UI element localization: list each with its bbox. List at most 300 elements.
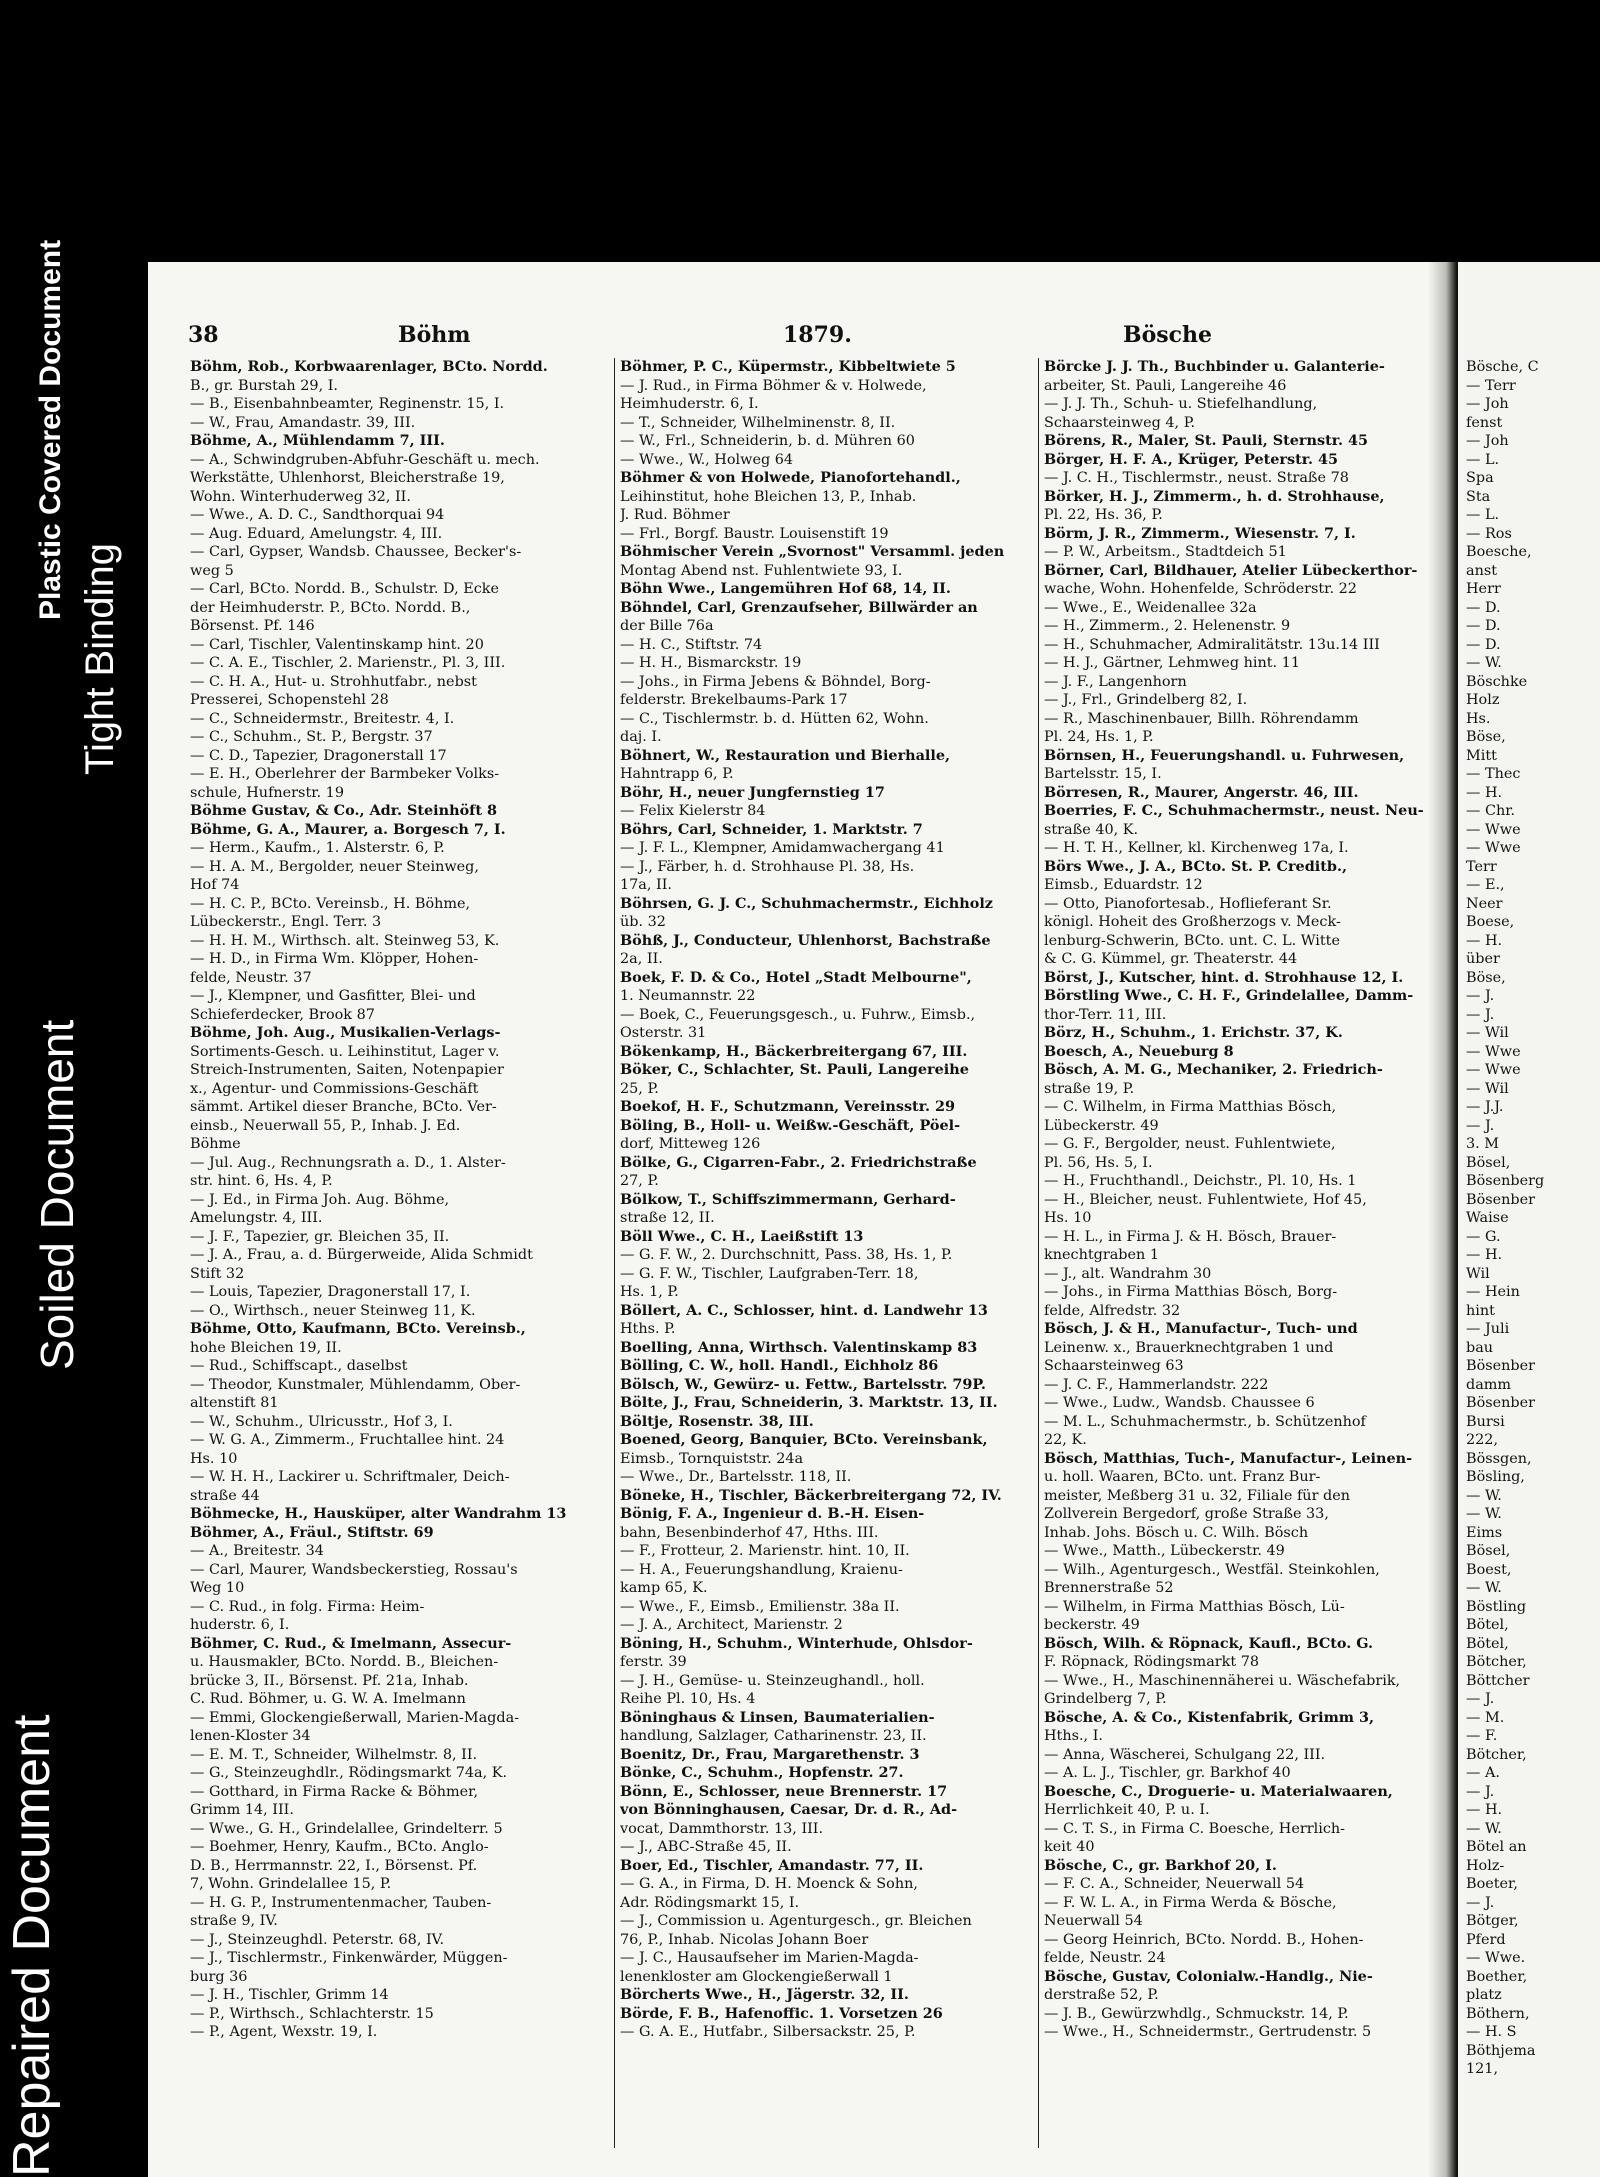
facing-page-fragment: — Ros <box>1466 525 1512 542</box>
directory-entry-line: Böhmer, P. C., Küpermstr., Kibbeltwiete 5 <box>620 358 956 375</box>
directory-entry-line: sämmt. Artikel dieser Branche, BCto. Ver- <box>190 1099 497 1115</box>
directory-entry-line: felderstr. Brekelbaums-Park 17 <box>620 692 848 708</box>
facing-page-fragment: — G. <box>1466 1228 1501 1245</box>
directory-entry-line: — Aug. Eduard, Amelungstr. 4, III. <box>190 525 443 542</box>
directory-entry-line: Pl. 56, Hs. 5, I. <box>1044 1154 1153 1171</box>
directory-entry-line: — J. H., Tischler, Grimm 14 <box>190 1987 389 2003</box>
facing-page-fragment: Bössgen, <box>1466 1450 1532 1467</box>
facing-page-fragment: anst <box>1466 562 1498 579</box>
directory-entry-line: — C. T. S., in Firma C. Boesche, Herrlich- <box>1044 1820 1346 1837</box>
facing-page-fragment: Bösling, <box>1466 1469 1525 1485</box>
directory-entry-line: — Wilhelm, in Firma Matthias Bösch, Lü- <box>1044 1598 1345 1615</box>
facing-page-fragment: — A. <box>1466 1765 1500 1781</box>
facing-page-fragment: — W. <box>1466 1820 1502 1837</box>
directory-entry-line: — F., Frotteur, 2. Marienstr. hint. 10, II. <box>620 1543 910 1559</box>
directory-entry-line: bahn, Besenbinderhof 47, Hths. III. <box>620 1524 879 1541</box>
directory-entry-line: Boekof, H. F., Schutzmann, Vereinsstr. 29 <box>620 1098 956 1115</box>
directory-entry-line: Stift 32 <box>190 1265 245 1282</box>
facing-page-fragment: — Wwe. <box>1466 1950 1526 1966</box>
directory-entry-line: Herrlichkeit 40, P. u. I. <box>1044 1802 1210 1818</box>
column-2 <box>620 358 1032 2042</box>
facing-page-fragment: Boest, <box>1466 1561 1512 1578</box>
facing-page-fragment: Boesche, <box>1466 544 1532 560</box>
directory-entry-line: Boesch, A., Neueburg 8 <box>1044 1042 1234 1060</box>
directory-entry-line: Osterstr. 31 <box>620 1025 707 1041</box>
directory-entry-line: Börker, H. J., Zimmerm., h. d. Strohhause, <box>1044 487 1385 505</box>
facing-page-fragment: Herr <box>1466 581 1501 597</box>
directory-entry-line: 76, P., Inhab. Nicolas Johann Boer <box>620 1931 869 1948</box>
directory-entry-line: — H., Zimmerm., 2. Helenenstr. 9 <box>1044 618 1291 634</box>
facing-page-fragment: Neer <box>1466 895 1503 912</box>
directory-entry-line: straße 12, II. <box>620 1210 715 1226</box>
directory-entry-line: — Carl, Tischler, Valentinskamp hint. 20 <box>190 636 484 653</box>
directory-entry-line: — Wwe., H., Maschinennäherei u. Wäschefabrik, <box>1044 1672 1401 1689</box>
directory-entry-line: & C. G. Kümmel, gr. Theaterstr. 44 <box>1044 951 1298 967</box>
facing-page-fragment: — L. <box>1466 507 1500 523</box>
facing-page-fragment: Böschke <box>1466 673 1528 690</box>
directory-entry-line: Bösche, C., gr. Barkhof 20, I. <box>1044 1856 1277 1874</box>
directory-entry-line: kamp 65, K. <box>620 1580 708 1596</box>
directory-entry-line: Börresen, R., Maurer, Angerstr. 46, III. <box>1044 783 1359 801</box>
directory-entry-line: — Wilh., Agenturgesch., Westfäl. Steinkohlen, <box>1044 1561 1380 1578</box>
directory-entry-line: Böhme, G. A., Maurer, a. Borgesch 7, I. <box>190 820 506 838</box>
directory-entry-line: Hths., I. <box>1044 1728 1103 1744</box>
directory-entry-line: Bösch, J. & H., Manufactur-, Tuch- und <box>1044 1320 1358 1337</box>
directory-entry-line: meister, Meßberg 31 u. 32, Filiale für den <box>1044 1487 1351 1504</box>
facing-page-fragment: — J. <box>1466 1691 1495 1707</box>
directory-entry-line: — H. A. M., Bergolder, neuer Steinweg, <box>190 858 479 875</box>
directory-entry-line: Bösch, Matthias, Tuch-, Manufactur-, Leinen- <box>1044 1449 1413 1467</box>
directory-entry-line: straße 19, P. <box>1044 1080 1135 1097</box>
facing-page-fragment: Bötel, <box>1466 1635 1509 1652</box>
directory-entry-line: Boened, Georg, Banquier, BCto. Vereinsbank, <box>620 1431 988 1448</box>
directory-entry-line: Heimhuderstr. 6, I. <box>620 396 759 412</box>
left-running-head: Böhm <box>398 322 471 348</box>
directory-entry-line: — Rud., Schiffscapt., daselbst <box>190 1358 408 1374</box>
facing-page-fragment: 3. M <box>1466 1136 1500 1152</box>
directory-entry-line: Boer, Ed., Tischler, Amandastr. 77, II. <box>620 1856 924 1874</box>
directory-entry-line: Schaarsteinweg 63 <box>1044 1358 1184 1374</box>
directory-entry-line: Bösch, Wilh. & Röpnack, Kaufl., BCto. G. <box>1044 1634 1374 1652</box>
directory-entry-line: — Anna, Wäscherei, Schulgang 22, III. <box>1044 1746 1326 1763</box>
directory-entry-line: — Carl, Gypser, Wandsb. Chaussee, Becker's- <box>190 544 522 560</box>
directory-entry-line: — F. W. L. A., in Firma Werda & Bösche, <box>1044 1894 1337 1911</box>
directory-entry-line: — Wwe., Matth., Lübeckerstr. 49 <box>1044 1543 1285 1559</box>
directory-entry-line: — G. F. W., Tischler, Laufgraben-Terr. 18, <box>620 1265 919 1282</box>
directory-entry-line: — H. D., in Firma Wm. Klöpper, Hohen- <box>190 951 479 967</box>
directory-entry-line: 7, Wohn. Grindelallee 15, P. <box>190 1876 392 1892</box>
facing-page-fragment: Spa <box>1466 470 1494 486</box>
directory-entry-line: Sortiments-Gesch. u. Leihinstitut, Lager v. <box>190 1043 500 1060</box>
facing-page-fragment: Böse, <box>1466 969 1506 986</box>
directory-entry-line: Böhn Wwe., Langemühren Hof 68, 14, II. <box>620 580 951 597</box>
directory-entry-line: Bölsch, W., Gewürz- u. Fettw., Bartelsstr. 79P. <box>620 1375 986 1393</box>
facing-page-fragment: — H. <box>1466 1802 1503 1818</box>
directory-entry-line: Weg 10 <box>190 1580 245 1596</box>
directory-entry-line: Bölkow, T., Schiffszimmermann, Gerhard- <box>620 1190 956 1208</box>
facing-page-fragment: — Terr <box>1466 377 1516 394</box>
facing-page-fragment: — H. <box>1466 1247 1503 1263</box>
directory-entry-line: Böhme, A., Mühlendamm 7, III. <box>190 432 445 449</box>
facing-page-fragment: — W. <box>1466 655 1502 671</box>
facing-page-fragment: — H. <box>1466 932 1503 949</box>
facing-page-fragments <box>1466 358 1544 2079</box>
directory-entry-line: Zollverein Bergedorf, große Straße 33, <box>1044 1506 1329 1522</box>
facing-page-fragment: — J.J. <box>1466 1099 1504 1115</box>
directory-entry-line: Grindelberg 7, P. <box>1044 1691 1167 1707</box>
directory-entry-line: — J. C. H., Tischlermstr., neust. Straße 78 <box>1044 470 1349 486</box>
plastic-covered-label: Plastic Covered Document <box>34 239 67 620</box>
facing-page-fragment: Bösenberg <box>1466 1173 1545 1189</box>
directory-entry-line: Brennerstraße 52 <box>1044 1580 1174 1596</box>
directory-entry-line: — J., Commission u. Agenturgesch., gr. Bleichen <box>620 1913 972 1929</box>
directory-entry-line: Böning, H., Schuhm., Winterhude, Ohlsdor- <box>620 1634 973 1652</box>
directory-entry-line: — Wwe., H., Schneidermstr., Gertrudenstr. 5 <box>1044 2024 1372 2040</box>
directory-entry-line: J. Rud. Böhmer <box>620 507 730 523</box>
directory-entry-line: Grimm 14, III. <box>190 1802 294 1818</box>
facing-page-fragment: Terr <box>1466 858 1497 875</box>
directory-entry-line: Böhrsen, G. J. C., Schuhmachermstr., Eichholz <box>620 894 993 912</box>
column-rule <box>614 358 615 2148</box>
directory-entry-line: Böhm, Rob., Korbwaarenlager, BCto. Nordd. <box>190 358 548 375</box>
directory-page <box>148 262 1456 2177</box>
facing-page-fragment: bau <box>1466 1339 1494 1356</box>
directory-entry-line: — Emmi, Glockengießerwall, Marien-Magda- <box>190 1709 520 1726</box>
directory-entry-line: F. Röpnack, Rödingsmarkt 78 <box>1044 1654 1260 1670</box>
facing-page-fragment: Bötcher, <box>1466 1654 1527 1670</box>
directory-entry-line: derstraße 52, P. <box>1044 1987 1159 2003</box>
column-1 <box>190 358 608 2042</box>
facing-page-fragment: Böthern, <box>1466 2005 1530 2022</box>
soiled-document-label: Soiled Document <box>31 1019 83 1370</box>
directory-entry-line: Böhrs, Carl, Schneider, 1. Marktstr. 7 <box>620 820 923 838</box>
facing-page-fragment: Bösche, C <box>1466 359 1539 375</box>
directory-entry-line: — P., Wirthsch., Schlachterstr. 15 <box>190 2005 434 2022</box>
directory-entry-line: Böhndel, Carl, Grenzaufseher, Billwärder an <box>620 598 978 616</box>
directory-entry-line: — J., Färber, h. d. Strohhause Pl. 38, Hs. <box>620 858 915 875</box>
facing-page-fragment: Böse, <box>1466 729 1506 745</box>
directory-entry-line: — H. G. P., Instrumentenmacher, Tauben- <box>190 1894 492 1911</box>
directory-entry-line: — Herm., Kaufm., 1. Alsterstr. 6, P. <box>190 840 445 856</box>
directory-entry-line: Böhmer, C. Rud., & Imelmann, Assecur- <box>190 1634 512 1652</box>
directory-entry-line: Lübeckerstr. 49 <box>1044 1117 1159 1134</box>
facing-page-fragment: Böstling <box>1466 1598 1527 1615</box>
facing-page-fragment: — W. <box>1466 1487 1502 1504</box>
directory-entry-line: B., gr. Burstah 29, I. <box>190 377 338 394</box>
directory-entry-line: — C. Rud., in folg. Firma: Heim- <box>190 1598 425 1615</box>
year-heading: 1879. <box>783 322 852 348</box>
directory-entry-line: von Bönninghausen, Caesar, Dr. d. R., Ad- <box>620 1801 958 1818</box>
facing-page-fragment: Boese, <box>1466 914 1515 930</box>
facing-page-fragment: Hs. <box>1466 710 1491 727</box>
directory-entry-line: Leihinstitut, hohe Bleichen 13, P., Inhab. <box>620 488 917 505</box>
directory-entry-line: — C., Schneidermstr., Breitestr. 4, I. <box>190 710 455 727</box>
directory-entry-line: — Wwe., A. D. C., Sandthorquai 94 <box>190 507 445 523</box>
directory-entry-line: Böker, C., Schlachter, St. Pauli, Langereihe <box>620 1061 969 1078</box>
directory-entry-line: — W., Frl., Schneiderin, b. d. Mühren 60 <box>620 433 915 449</box>
facing-page-fragment: — J. <box>1466 1783 1495 1800</box>
directory-entry-line: — J. F. L., Klempner, Amidamwachergang 41 <box>620 840 945 856</box>
facing-page-fragment: über <box>1466 951 1500 967</box>
directory-entry-line: Eimsb., Tornquiststr. 24a <box>620 1450 804 1467</box>
directory-entry-line: — H. C., Stiftstr. 74 <box>620 636 763 653</box>
directory-entry-line: — F. C. A., Schneider, Neuerwall 54 <box>1044 1876 1305 1892</box>
directory-entry-line: str. hint. 6, Hs. 4, P. <box>190 1173 333 1189</box>
facing-page-edge <box>1458 262 1600 2177</box>
facing-page-fragment: — F. <box>1466 1728 1498 1744</box>
directory-entry-line: — Louis, Tapezier, Dragonerstall 17, I. <box>190 1284 471 1300</box>
directory-entry-line: — H. H., Bismarckstr. 19 <box>620 655 802 671</box>
directory-entry-line: huderstr. 6, I. <box>190 1617 290 1633</box>
facing-page-fragment: Bösenber <box>1466 1191 1536 1208</box>
directory-entry-line: Börger, H. F. A., Krüger, Peterstr. 45 <box>1044 450 1339 468</box>
facing-page-fragment: Holz <box>1466 692 1500 708</box>
directory-entry-line: — B., Eisenbahnbeamter, Reginenstr. 15, I. <box>190 396 505 412</box>
directory-entry-line: Böll Wwe., C. H., Laeißstift 13 <box>620 1227 864 1245</box>
directory-entry-line: Böhme <box>190 1136 241 1152</box>
facing-page-fragment: — Wwe <box>1466 821 1521 838</box>
directory-entry-line: Börde, F. B., Hafenoffic. 1. Vorsetzen 26 <box>620 2004 943 2022</box>
facing-page-fragment: — Wil <box>1466 1080 1509 1097</box>
facing-page-fragment: — D. <box>1466 599 1501 616</box>
directory-entry-line: — W., Schuhm., Ulricusstr., Hof 3, I. <box>190 1413 453 1430</box>
directory-entry-line: — W., Frau, Amandastr. 39, III. <box>190 414 416 431</box>
directory-entry-line: felde, Neustr. 24 <box>1044 1950 1166 1966</box>
directory-entry-line: Börs Wwe., J. A., BCto. St. P. Creditb., <box>1044 857 1347 875</box>
directory-entry-line: — H., Bleicher, neust. Fuhlentwiete, Hof 45, <box>1044 1191 1367 1208</box>
directory-entry-line: Bölke, G., Cigarren-Fabr., 2. Friedrichstraße <box>620 1153 977 1171</box>
directory-entry-line: daj. I. <box>620 729 662 745</box>
directory-entry-line: burg 36 <box>190 1968 248 1985</box>
directory-entry-line: thor-Terr. 11, III. <box>1044 1006 1167 1023</box>
directory-entry-line: — R., Maschinenbauer, Billh. Röhrendamm <box>1044 710 1359 727</box>
directory-entry-line: beckerstr. 49 <box>1044 1617 1140 1633</box>
directory-entry-line: — A., Breitestr. 34 <box>190 1543 324 1559</box>
directory-entry-line: — C. D., Tapezier, Dragonerstall 17 <box>190 747 447 764</box>
directory-entry-line: Lübeckerstr., Engl. Terr. 3 <box>190 914 382 930</box>
directory-entry-line: — G. F., Bergolder, neust. Fuhlentwiete, <box>1044 1136 1336 1152</box>
directory-entry-line: — H. J., Gärtner, Lehmweg hint. 11 <box>1044 655 1300 671</box>
directory-entry-line: — P., Agent, Wexstr. 19, I. <box>190 2024 378 2040</box>
directory-entry-line: — E. M. T., Schneider, Wilhelmstr. 8, II. <box>190 1746 478 1763</box>
facing-page-fragment: — D. <box>1466 618 1501 634</box>
directory-entry-line: Bökenkamp, H., Bäckerbreitergang 67, III. <box>620 1042 968 1060</box>
directory-entry-line: — A. L. J., Tischler, gr. Barkhof 40 <box>1044 1765 1291 1781</box>
directory-entry-line: — Otto, Pianofortesab., Hoflieferant Sr. <box>1044 895 1332 912</box>
column-3 <box>1044 358 1452 2042</box>
directory-entry-line: D. B., Herrmannstr. 22, I., Börsenst. Pf. <box>190 1857 478 1874</box>
facing-page-fragment: — Chr. <box>1466 803 1516 819</box>
directory-entry-line: 22, K. <box>1044 1432 1087 1448</box>
facing-page-fragment: — Wwe <box>1466 1043 1521 1060</box>
directory-entry-line: — T., Schneider, Wilhelminenstr. 8, II. <box>620 414 896 431</box>
directory-entry-line: — Georg Heinrich, BCto. Nordd. B., Hohen- <box>1044 1931 1364 1948</box>
directory-entry-line: der Bille 76a <box>620 618 714 634</box>
facing-page-fragment: Pferd <box>1466 1931 1506 1948</box>
directory-entry-line: Hs. 1, P. <box>620 1284 679 1300</box>
facing-page-fragment: — W. <box>1466 1506 1502 1522</box>
directory-entry-line: — Felix Kielerstr 84 <box>620 803 766 819</box>
directory-entry-line: Börstling Wwe., C. H. F., Grindelallee, Damm- <box>1044 987 1414 1004</box>
directory-entry-line: Wohn. Winterhuderweg 32, II. <box>190 488 411 505</box>
directory-entry-line: — Carl, BCto. Nordd. B., Schulstr. D, Ecke <box>190 581 500 597</box>
directory-entry-line: Streich-Instrumenten, Saiten, Notenpapier <box>190 1062 504 1078</box>
directory-entry-line: — J. A., Architect, Marienstr. 2 <box>620 1617 843 1633</box>
directory-entry-line: — C., Tischlermstr. b. d. Hütten 62, Wohn. <box>620 710 929 727</box>
directory-entry-line: Börst, J., Kutscher, hint. d. Strohhause 12, I. <box>1044 968 1404 986</box>
directory-entry-line: altenstift 81 <box>190 1395 279 1411</box>
directory-entry-line: — J. B., Gewürzwhdlg., Schmuckstr. 14, P. <box>1044 2005 1349 2022</box>
facing-page-fragment: Eims <box>1466 1524 1503 1541</box>
directory-entry-line: Boerries, F. C., Schuhmachermstr., neust. Neu- <box>1044 802 1424 819</box>
directory-entry-line: Pl. 22, Hs. 36, P. <box>1044 507 1163 523</box>
directory-entry-line: Hs. 10 <box>1044 1210 1092 1226</box>
directory-entry-line: Böhme, Joh. Aug., Musikalien-Verlags- <box>190 1024 501 1041</box>
directory-entry-line: — J. J. Th., Schuh- u. Stiefelhandlung, <box>1044 396 1318 412</box>
directory-entry-line: 2a, II. <box>620 951 663 967</box>
directory-entry-line: Böhnert, W., Restauration und Bierhalle, <box>620 746 951 764</box>
directory-entry-line: arbeiter, St. Pauli, Langereihe 46 <box>1044 377 1287 394</box>
directory-entry-line: — Johs., in Firma Jebens & Böhndel, Borg- <box>620 673 931 690</box>
directory-entry-line: hohe Bleichen 19, II. <box>190 1339 342 1356</box>
directory-entry-line: Leinenw. x., Brauerknechtgraben 1 und <box>1044 1339 1334 1356</box>
directory-entry-line: x., Agentur- und Commissions-Geschäft <box>190 1080 479 1097</box>
directory-entry-line: königl. Hoheit des Großherzogs v. Meck- <box>1044 914 1341 930</box>
directory-entry-line: Werkstätte, Uhlenhorst, Bleicherstraße 19, <box>190 470 505 486</box>
directory-entry-line: Reihe Pl. 10, Hs. 4 <box>620 1691 756 1707</box>
facing-page-fragment: Waise <box>1466 1210 1509 1226</box>
directory-entry-line: — H. A., Feuerungshandlung, Kraienu- <box>620 1561 903 1578</box>
directory-entry-line: dorf, Mitteweg 126 <box>620 1136 761 1152</box>
directory-entry-line: Bölte, J., Frau, Schneiderin, 3. Marktstr. 13, II. <box>620 1394 998 1411</box>
directory-entry-line: Boelling, Anna, Wirthsch. Valentinskamp 83 <box>620 1338 978 1356</box>
facing-page-fragment: fenst <box>1466 414 1503 431</box>
facing-page-fragment: Boeter, <box>1466 1876 1518 1892</box>
facing-page-fragment: Bursi <box>1466 1413 1505 1430</box>
facing-page-fragment: — D. <box>1466 636 1501 653</box>
directory-entry-line: — Wwe., G. H., Grindelallee, Grindelterr. 5 <box>190 1820 503 1837</box>
facing-page-fragment: Bösel, <box>1466 1543 1511 1559</box>
directory-entry-line: — P. W., Arbeitsm., Stadtdeich 51 <box>1044 544 1287 560</box>
directory-entry-line: Böltje, Rosenstr. 38, III. <box>620 1412 814 1430</box>
facing-page-fragment: — H. S <box>1466 2024 1517 2040</box>
facing-page-fragment: Bösenber <box>1466 1358 1536 1374</box>
directory-entry-line: felde, Neustr. 37 <box>190 969 312 986</box>
directory-entry-line: — G. A., in Firma, D. H. Moenck & Sohn, <box>620 1876 918 1892</box>
facing-page-fragment: — Joh <box>1466 396 1509 412</box>
facing-page-fragment: — Wwe <box>1466 840 1521 856</box>
facing-page-fragment: Bötel an <box>1466 1839 1527 1855</box>
right-running-head: Bösche <box>1123 322 1213 348</box>
facing-page-fragment: — L. <box>1466 451 1500 468</box>
directory-entry-line: — J. C., Hausaufseher im Marien-Magda- <box>620 1950 919 1966</box>
facing-page-fragment: Holz- <box>1466 1857 1505 1874</box>
directory-entry-line: Bölling, C. W., holl. Handl., Eichholz 86 <box>620 1357 939 1374</box>
facing-page-fragment: — J. <box>1466 988 1495 1004</box>
directory-entry-line: Bönig, F. A., Ingenieur d. B.-H. Eisen- <box>620 1505 925 1522</box>
facing-page-fragment: Böttcher <box>1466 1672 1530 1689</box>
directory-entry-line: Eimsb., Eduardstr. 12 <box>1044 877 1203 893</box>
directory-entry-line: felde, Alfredstr. 32 <box>1044 1302 1181 1319</box>
directory-entry-line: Böhmer & von Holwede, Pianofortehandl., <box>620 469 961 486</box>
facing-page-fragment: Boether, <box>1466 1968 1528 1985</box>
facing-page-fragment: — Wil <box>1466 1025 1509 1041</box>
directory-entry-line: — Boehmer, Henry, Kaufm., BCto. Anglo- <box>190 1839 489 1855</box>
directory-entry-line: — J. F., Langenhorn <box>1044 673 1187 690</box>
directory-entry-line: — W. G. A., Zimmerm., Fruchtallee hint. 24 <box>190 1432 505 1448</box>
binding-gutter <box>1428 262 1458 2177</box>
directory-entry-line: Bösch, A. M. G., Mechaniker, 2. Friedrich- <box>1044 1061 1383 1078</box>
directory-entry-line: — J. C. F., Hammerlandstr. 222 <box>1044 1376 1269 1393</box>
directory-entry-line: Boenitz, Dr., Frau, Margarethenstr. 3 <box>620 1745 920 1763</box>
facing-page-fragment: Bötel, <box>1466 1617 1509 1633</box>
directory-entry-line: lenen-Kloster 34 <box>190 1728 311 1744</box>
facing-page-fragment: — Thec <box>1466 766 1521 782</box>
facing-page-fragment: — J. <box>1466 1894 1495 1911</box>
facing-page-fragment: platz <box>1466 1987 1502 2003</box>
directory-entry-line: Böneke, H., Tischler, Bäckerbreitergang 72, IV. <box>620 1486 1002 1504</box>
directory-entry-line: — J. F., Tapezier, gr. Bleichen 35, II. <box>190 1228 450 1245</box>
directory-entry-line: — O., Wirthsch., neuer Steinweg 11, K. <box>190 1302 476 1319</box>
directory-entry-line: Börner, Carl, Bildhauer, Atelier Lübeckerthor- <box>1044 561 1418 579</box>
directory-entry-line: vocat, Dammthorstr. 13, III. <box>620 1820 824 1837</box>
directory-entry-line: Hths. P. <box>620 1321 676 1337</box>
directory-entry-line: weg 5 <box>190 562 234 579</box>
directory-entry-line: Börm, J. R., Zimmerm., Wiesenstr. 7, I. <box>1044 524 1356 542</box>
directory-entry-line: — Carl, Maurer, Wandsbeckerstieg, Rossau's <box>190 1561 518 1578</box>
directory-entry-line: Inhab. Johs. Bösch u. C. Wilh. Bösch <box>1044 1524 1309 1541</box>
facing-page-fragment: Wil <box>1466 1265 1490 1282</box>
directory-entry-line: — Wwe., Dr., Bartelsstr. 118, II. <box>620 1469 852 1485</box>
directory-entry-line: — J. Ed., in Firma Joh. Aug. Böhme, <box>190 1191 450 1208</box>
facing-page-fragment: — J. <box>1466 1117 1495 1134</box>
facing-page-fragment: Bötcher, <box>1466 1746 1527 1763</box>
directory-entry-line: 25, P. <box>620 1080 659 1097</box>
directory-entry-line: Böhme Gustav, & Co., Adr. Steinhöft 8 <box>190 802 498 819</box>
directory-entry-line: — E. H., Oberlehrer der Barmbeker Volks- <box>190 766 500 782</box>
directory-entry-line: Börcherts Wwe., H., Jägerstr. 32, II. <box>620 1986 909 2003</box>
directory-entry-line: — J. H., Gemüse- u. Steinzeughandl., holl. <box>620 1672 925 1689</box>
directory-entry-line: Bösche, Gustav, Colonialw.-Handlg., Nie- <box>1044 1967 1373 1985</box>
directory-entry-line: wache, Wohn. Hohenfelde, Schröderstr. 22 <box>1044 581 1357 597</box>
facing-page-fragment: damm <box>1466 1376 1512 1393</box>
directory-entry-line: — J. Rud., in Firma Böhmer & v. Holwede, <box>620 377 927 394</box>
directory-entry-line: Amelungstr. 4, III. <box>190 1210 323 1226</box>
facing-page-fragment: Böthjema <box>1466 2042 1536 2059</box>
facing-page-fragment: — E., <box>1466 877 1505 893</box>
page-header <box>188 322 1396 362</box>
directory-entry-line: knechtgraben 1 <box>1044 1247 1160 1263</box>
directory-entry-line: lenburg-Schwerin, BCto. unt. C. L. Witte <box>1044 932 1340 949</box>
directory-entry-line: — Johs., in Firma Matthias Bösch, Borg- <box>1044 1284 1338 1300</box>
directory-entry-line: Böhr, H., neuer Jungfernstieg 17 <box>620 783 885 801</box>
facing-page-fragment: — J. <box>1466 1006 1495 1023</box>
directory-entry-line: straße 9, IV. <box>190 1913 278 1929</box>
directory-entry-line: Böhmer, A., Fräul., Stiftstr. 69 <box>190 1523 434 1541</box>
facing-page-fragment: — Joh <box>1466 433 1509 449</box>
directory-entry-line: ferstr. 39 <box>620 1654 687 1670</box>
directory-entry-line: — J., alt. Wandrahm 30 <box>1044 1265 1212 1282</box>
directory-entry-line: — Wwe., W., Holweg 64 <box>620 451 794 468</box>
directory-entry-line: Börsenst. Pf. 146 <box>190 618 315 634</box>
directory-entry-line: Böhmecke, H., Hausküper, alter Wandrahm 13 <box>190 1505 567 1522</box>
directory-entry-line: der Heimhuderstr. P., BCto. Nordd. B., <box>190 599 471 616</box>
directory-entry-line: — H. H. M., Wirthsch. alt. Steinweg 53, K. <box>190 932 500 949</box>
directory-entry-line: — Wwe., F., Eimsb., Emilienstr. 38a II. <box>620 1598 900 1615</box>
facing-page-fragment: — Hein <box>1466 1284 1520 1300</box>
directory-entry-line: Boesche, C., Droguerie- u. Materialwaaren, <box>1044 1782 1393 1800</box>
directory-entry-line: Böhß, J., Conducteur, Uhlenhorst, Bachstraße <box>620 931 991 949</box>
